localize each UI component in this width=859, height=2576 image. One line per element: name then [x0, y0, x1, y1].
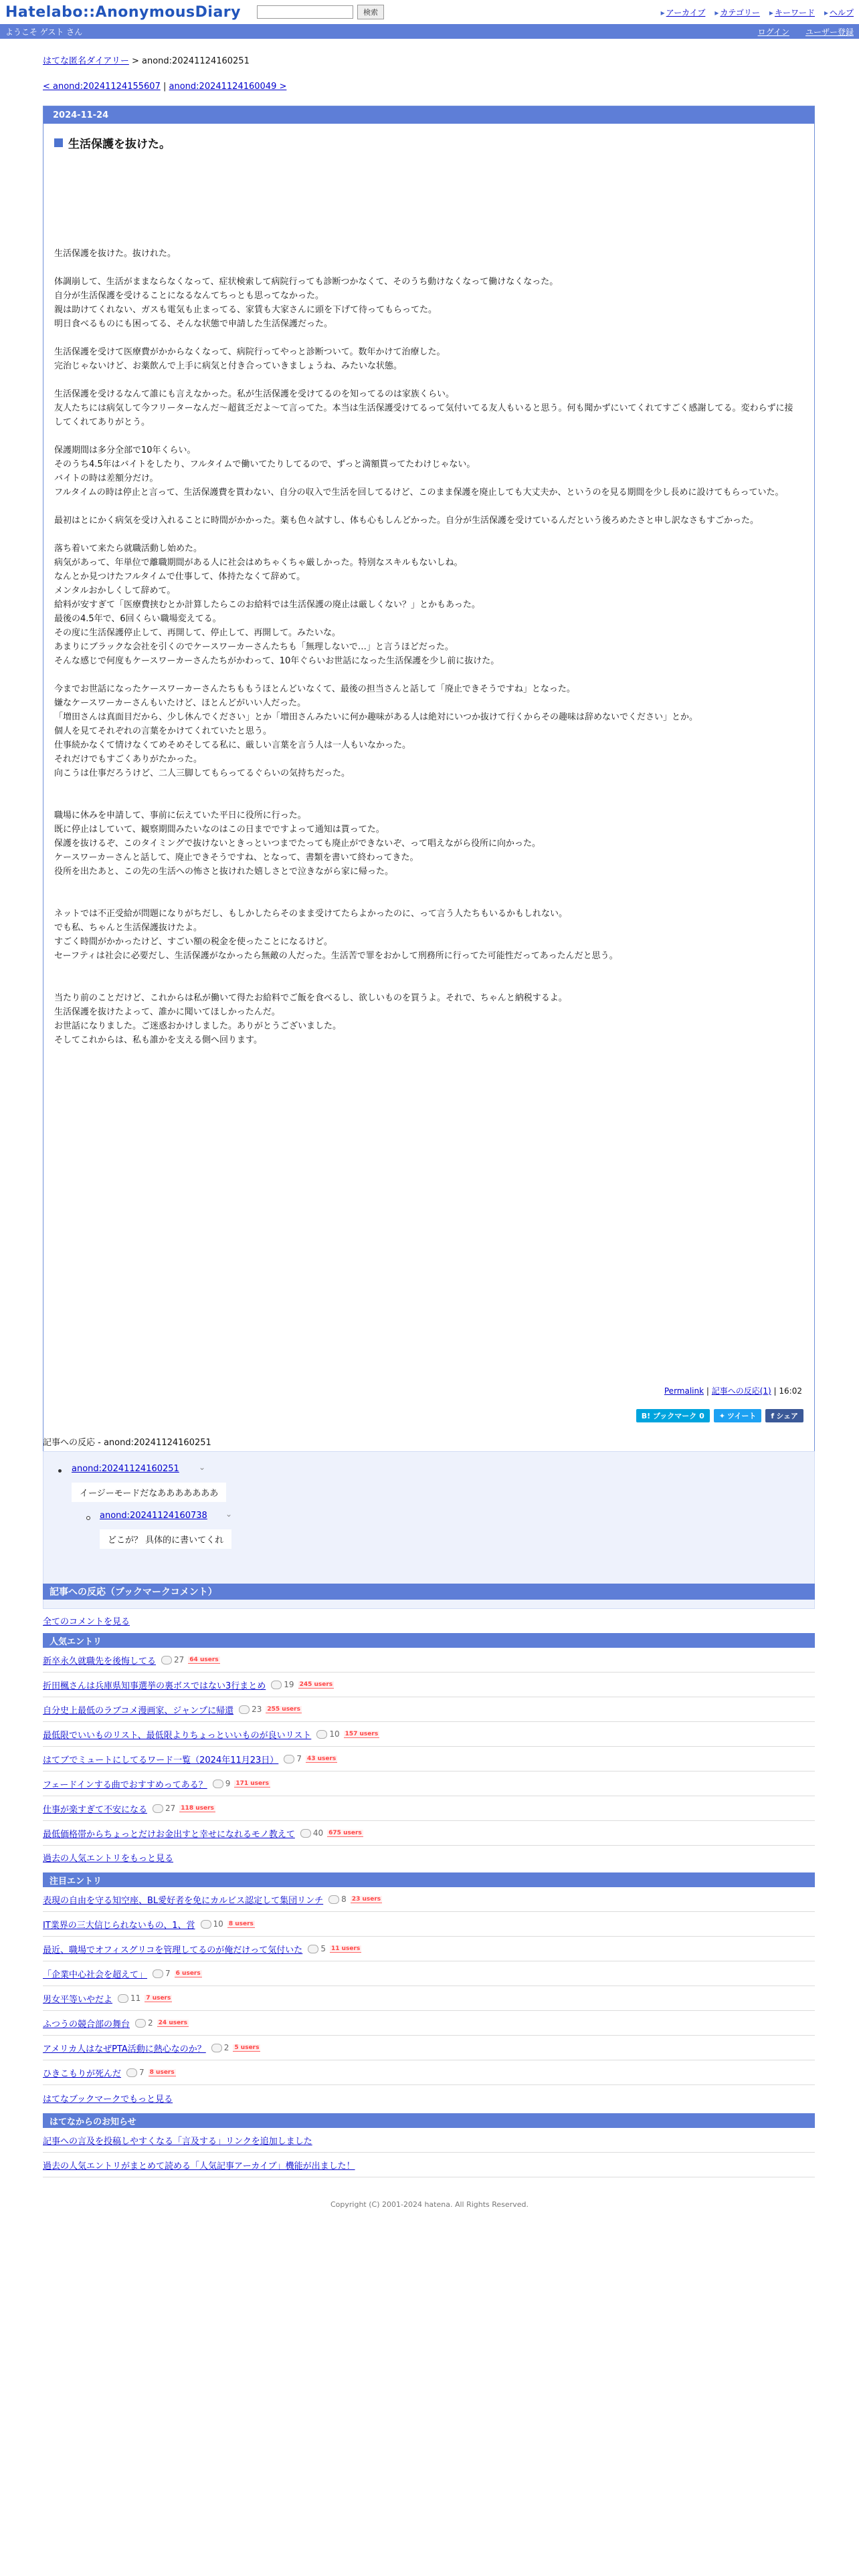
news-link[interactable]: 記事への言及を投稿しやすくなる「言及する」リンクを追加しました	[43, 2136, 312, 2147]
popular-entry-link[interactable]: 折田楓さんは兵庫県知事選挙の裏ボスではない3行まとめ	[43, 1681, 266, 1691]
comment-count-value: 40	[312, 1828, 324, 1838]
comment-bubble-icon	[161, 1656, 172, 1665]
entry-body-line	[54, 893, 797, 907]
share-buttons	[636, 1409, 803, 1422]
news-link[interactable]: 過去の人気エントリがまとめて読める「人気記事アーカイブ」機能が出ました！	[43, 2161, 355, 2171]
search-input[interactable]	[257, 5, 353, 19]
entry-body-line: そのうち4.5年はバイトをしたり、フルタイムで働いてたりしてるので、ずっと満額貰ってたわけじゃない。	[54, 459, 476, 469]
entry-title-text: 生活保護を抜けた。	[68, 138, 171, 151]
entry-navigation	[43, 82, 286, 92]
comment-bubble-icon	[153, 1969, 163, 1978]
comment-count[interactable]	[211, 2043, 229, 2052]
entry-body-line: 病気があって、年単位で離職期間がある人に社会はめちゃくちゃ厳しかった。特別なスキルもないしね。	[54, 558, 463, 568]
all-comments-link[interactable]: 全てのコメントを見る	[43, 1617, 130, 1627]
breadcrumb-current: anond:20241124160251	[142, 56, 250, 66]
search-button[interactable]: 検索	[357, 5, 384, 19]
comment-count-value: 27	[165, 1804, 176, 1813]
bookmark-users-badge[interactable]: 24 users	[158, 2019, 187, 2026]
comment-count[interactable]	[284, 1754, 302, 1763]
popular-entry-row	[43, 1648, 815, 1673]
featured-entry-row	[43, 2011, 815, 2036]
comment-count-value: 8	[341, 1895, 347, 1904]
comment-count-value: 7	[296, 1754, 302, 1763]
popular-entry-link[interactable]: 新卒永久就職先を後悔してる	[43, 1656, 157, 1667]
news-item	[43, 2153, 815, 2177]
entry-time: 16:02	[779, 1386, 802, 1396]
register-link[interactable]: ユーザー登録	[805, 27, 854, 37]
comment-count[interactable]	[153, 1969, 171, 1978]
bookmark-users-badge[interactable]: 675 users	[328, 1829, 362, 1836]
comment-count-value: 11	[130, 1994, 141, 2003]
bookmark-users-badge[interactable]: 43 users	[306, 1755, 337, 1762]
entry-body-line	[54, 500, 797, 514]
comment-count[interactable]	[135, 2018, 153, 2028]
breadcrumb-home[interactable]: はてな匿名ダイアリー	[43, 56, 129, 66]
permalink-link[interactable]: Permalink	[664, 1386, 704, 1396]
bookmark-users-badge[interactable]: 7 users	[146, 1994, 171, 2002]
reaction-expand-icon[interactable]: ⌄	[225, 1509, 233, 1519]
popular-entry-row	[43, 1796, 815, 1821]
bookmark-users-badge[interactable]: 23 users	[351, 1895, 381, 1903]
entry-body-line	[54, 373, 797, 387]
comment-count[interactable]	[271, 1680, 294, 1689]
popular-entry-link[interactable]: 最低価格帯からちょっとだけお金出すと幸せになれるモノ教えて	[43, 1829, 295, 1840]
entry-body-line: なんとか見つけたフルタイムで仕事して、体持たなくて辞めて。	[54, 572, 306, 582]
popular-entry-link[interactable]: はてブでミュートにしてるワード一覧（2024年11月23日）	[43, 1755, 279, 1765]
bookmark-users-badge[interactable]: 118 users	[181, 1804, 214, 1812]
comment-count[interactable]	[328, 1895, 347, 1904]
news-header: はてなからのお知らせ	[43, 2113, 815, 2128]
comment-count-value: 2	[148, 2018, 153, 2028]
entry-body-line: 完治じゃないけど、お薬飲んで上手に病気と付き合っていきましょうね、みたいな状態。	[54, 361, 403, 371]
comment-bubble-icon	[239, 1705, 250, 1714]
entry-body-line: 向こうは仕事だろうけど、二人三脚してもらってるぐらいの気持ちだった。	[54, 768, 351, 778]
featured-entry-link[interactable]: 表現の自由を守る知空座、BL愛好者を免にカルビス認定して集団リンチ	[43, 1895, 324, 1906]
news-item	[43, 2128, 815, 2153]
comment-count-value: 2	[223, 2043, 229, 2052]
featured-entry-row	[43, 2036, 815, 2060]
entry-body	[54, 247, 797, 1047]
entry-body-line	[54, 528, 797, 542]
popular-more-link[interactable]: 過去の人気エントリをもっと見る	[43, 1854, 174, 1864]
entry-body-line: すごく時間がかかったけど、すごい額の税金を使ったことになるけど。	[54, 937, 333, 947]
welcome-bar	[0, 24, 859, 39]
entry-body-line: 親は助けてくれない、ガスも電気も止まってる、家賃も大家さんに頭を下げて待ってもらってた。	[54, 305, 438, 315]
reaction-bullet	[86, 1516, 90, 1520]
comment-count-value: 10	[329, 1729, 340, 1739]
featured-entry-link[interactable]: ふつうの競合部の舞台	[43, 2019, 130, 2030]
popular-entry-row	[43, 1673, 815, 1697]
featured-entry-link[interactable]: IT業界の三大信じられないもの、1、営	[43, 1920, 195, 1931]
comment-bubble-icon	[316, 1730, 327, 1739]
comment-bubble-icon	[328, 1895, 339, 1904]
entry-body-line	[54, 879, 797, 893]
entry-body-line: 生活保護を抜けたよって、誰かに聞いてほしかったんだ。	[54, 1007, 280, 1017]
keyword-link[interactable]: ▸ キーワード	[769, 7, 815, 18]
comment-count[interactable]	[316, 1729, 339, 1739]
comment-count-value: 27	[174, 1655, 185, 1665]
comment-count[interactable]	[126, 2068, 145, 2077]
entry-body-line: それだけでもすごくありがたかった。	[54, 754, 203, 764]
popular-entry-row	[43, 1722, 815, 1747]
entry-body-line: 職場に休みを申請して、事前に伝えていた平日に役所に行った。	[54, 811, 306, 821]
comment-count-value: 10	[213, 1919, 223, 1929]
tweet-button[interactable]	[714, 1409, 762, 1422]
entry-body-line: ネットでは不正受給が問題になりがちだし、もしかしたらそのまま受けてたらよかったのに、って言う人たちもいるかもしれない。	[54, 909, 568, 919]
featured-entry-link[interactable]: ひきこもりが死んだ	[43, 2068, 122, 2079]
bookmark-users-badge[interactable]: 8 users	[228, 1920, 254, 1927]
entry-body-line	[54, 963, 797, 977]
comment-bubble-icon	[213, 1780, 223, 1788]
entry-body-line	[54, 331, 797, 345]
archive-link[interactable]: ▸ アーカイブ	[661, 7, 706, 18]
comment-bubble-icon	[126, 2068, 137, 2077]
copyright: Copyright (C) 2001-2024 hatena. All Rights Reserved.	[330, 2200, 529, 2209]
entry-body-line: 落ち着いて来たら就職活動し始めた。	[54, 544, 203, 554]
bookmark-users-badge[interactable]: 8 users	[149, 2068, 175, 2076]
breadcrumb	[43, 53, 250, 66]
comment-bubble-icon	[135, 2019, 146, 2028]
entry-body-line: 生活保護を受けるなんて誰にも言えなかった。私が生活保護を受けてるのを知ってるのは家族くらい。	[54, 389, 455, 399]
entry-body-line: お世話になりました。ご迷惑おかけしました。ありがとうございました。	[54, 1021, 342, 1031]
featured-entry-link[interactable]: 「企業中心社会を超えて」	[43, 1969, 148, 1980]
comment-bubble-icon	[271, 1681, 282, 1689]
prev-entry-link[interactable]: < anond:20241124155607	[43, 82, 161, 92]
breadcrumb-separator: >	[128, 56, 142, 66]
entry-box	[43, 106, 815, 1454]
comment-count-value: 19	[284, 1680, 294, 1689]
next-entry-link[interactable]: anond:20241124160049 >	[169, 82, 287, 92]
comment-count-value: 23	[252, 1705, 262, 1714]
reaction-expand-icon[interactable]: ⌄	[199, 1463, 206, 1472]
entry-body-line: 保護期間は多分全部で10年くらい。	[54, 445, 196, 455]
entry-body-line: 最後の4.5年で、6回くらい職場変えてる。	[54, 614, 221, 624]
reaction-quote: どこが？ 具体的に書いてくれ	[100, 1529, 231, 1549]
nav-separator: |	[160, 82, 169, 92]
entry-body-line: その度に生活保護停止して、再開して、停止して、再開して。みたいな。	[54, 628, 341, 638]
comment-count[interactable]	[239, 1705, 262, 1714]
entry-body-line: 個人を見てそれぞれの言葉をかけてくれていたと思う。	[54, 726, 272, 736]
bookmark-users-badge[interactable]: 157 users	[345, 1730, 379, 1737]
comment-count-value: 7	[139, 2068, 145, 2077]
reaction-link[interactable]: anond:20241124160738	[100, 1511, 207, 1521]
entry-body-line: 体調崩して、生活がままならなくなって、症状検索して病院行っても診断つかなくて、そのうち動けなくなって働けなくなった。	[54, 277, 559, 287]
category-link[interactable]: ▸ カテゴリー	[714, 7, 760, 18]
popular-entry-row	[43, 1697, 815, 1722]
featured-entry-row	[43, 2060, 815, 2085]
featured-entry-row	[43, 1887, 815, 1912]
top-bar	[0, 0, 859, 24]
comment-bubble-icon	[300, 1829, 311, 1838]
comment-count[interactable]	[153, 1804, 175, 1813]
reaction-bullet	[58, 1469, 62, 1473]
entry-body-line: 役所を出たあと、この先の生活への怖さと抜けれた嬉しさとで泣きながら家に帰った。	[54, 867, 394, 877]
bookmark-users-badge[interactable]: 11 users	[330, 1945, 361, 1952]
facebook-icon: f	[771, 1411, 775, 1420]
entry-body-line: 保護を抜けるぞ、このタイミングで抜けないときっといつまでたっても廃止ができないぞ、って唱えながら役所に向かった。	[54, 839, 541, 849]
login-link[interactable]: ログイン	[757, 27, 789, 37]
featured-more-link[interactable]: はてなブックマークでもっと見る	[43, 2095, 173, 2105]
bookmark-users-badge[interactable]: 6 users	[175, 1969, 201, 1977]
popular-entry-row	[43, 1747, 815, 1772]
reaction-quote: イージーモードだなあああああああ	[72, 1483, 226, 1502]
comment-bubble-icon	[201, 1920, 211, 1929]
popular-entry-link[interactable]: 最低限でいいものリスト、最低限よりちょっといいものが良いリスト	[43, 1730, 312, 1741]
popular-entry-row	[43, 1821, 815, 1846]
bookmark-users-badge[interactable]: 5 users	[234, 2044, 260, 2051]
comment-bubble-icon	[211, 2044, 222, 2052]
entry-body-line: そしてこれからは、私も誰かを支える側へ回ります。	[54, 1035, 262, 1045]
bookmark-users-badge[interactable]: 245 users	[299, 1681, 333, 1688]
entry-body-line: バイトの時は差額分だけ。	[54, 473, 159, 484]
entry-body-line	[54, 977, 797, 991]
entry-body-line: 給料が安すぎて「医療費挟むとか計算したらこのお給料では生活保護の廃止は厳しくない？」とかもあった。	[54, 600, 480, 610]
reaction-link[interactable]: anond:20241124160251	[72, 1464, 179, 1474]
comment-count[interactable]	[161, 1655, 184, 1665]
entry-body-line: 当たり前のことだけど、これからは私が働いて得たお給料でご飯を食べるし、欲しいものを買うよ。それで、ちゃんと納税するよ。	[54, 993, 567, 1003]
comment-bubble-icon	[284, 1755, 294, 1763]
popular-entry-row	[43, 1772, 815, 1796]
entry-body-line: 生活保護を受けて医療費がかからなくなって、病院行ってやっと診断ついて。数年かけて治療した。	[54, 347, 446, 357]
reactions-title: 記事への反応 - anond:20241124160251	[43, 1438, 211, 1448]
entry-body-line: ケースワーカーさんと話して、廃止できそうですね、となって、書類を書いて終わってきた。	[54, 853, 419, 863]
entry-body-line: 友人たちには病気して今フリーターなんだ〜超貧乏だよ〜て言ってた。本当は生活保護受けてるって気付いてる友人もいると思う。何も聞かずにいてくれてすごく感謝してる。変わらずに接してくれてありがとう。	[54, 403, 793, 427]
entry-body-line: あまりにブラックな会社を引くのでケースワーカーさんたちも「無理しないで…」と言うほどだった。	[54, 642, 454, 652]
featured-entries-header: 注目エントリ	[43, 1872, 815, 1887]
featured-entry-row	[43, 1912, 815, 1937]
entry-title[interactable]	[54, 134, 171, 151]
entry-body-line	[54, 261, 797, 275]
entry-body-line	[54, 429, 797, 443]
entry-body-line: メンタルおかしくして辞めて。	[54, 586, 176, 596]
comment-bubble-icon	[118, 1994, 128, 2003]
popular-entries-header: 人気エントリ	[43, 1633, 815, 1648]
entry-body-line: そんな感じで何度もケースワーカーさんたちがかわって、10年ぐらいお世話になった生活保護を少し前に抜けた。	[54, 656, 500, 666]
entry-body-line: セーフティは社会に必要だし、生活保護がなかったら無敵の人だった。生活苦で罪をおかして刑務所に行ってた可能性だってあったんだと思う。	[54, 951, 618, 961]
entry-body-line: 自分が生活保護を受けることになるなんてちっとも思ってなかった。	[54, 291, 324, 301]
comment-count[interactable]	[308, 1944, 326, 1953]
entry-body-line: 「増田さんは真面目だから、少し休んでください」とか「増田さんみたいに何か趣味がある人は絶対にいつか抜けて行くからその趣味は辞めないでください」とか。	[54, 712, 698, 722]
title-square-icon	[54, 138, 63, 147]
hatena-bookmark-button[interactable]: B! ブックマーク 0	[636, 1409, 710, 1422]
top-links	[661, 7, 854, 18]
bookmark-users-badge[interactable]: 64 users	[189, 1656, 219, 1663]
featured-entry-link[interactable]: アメリカ人はなぜPTA活動に熱心なのか？	[43, 2044, 206, 2054]
tweet-label: ツイート	[727, 1412, 757, 1420]
featured-entry-row	[43, 1986, 815, 2011]
site-logo[interactable]: Hatelabo::AnonymousDiary	[5, 3, 241, 21]
entry-body-line: でも私、ちゃんと生活保護抜けたよ。	[54, 923, 203, 933]
entry-body-line	[54, 794, 797, 809]
help-link[interactable]: ▸ ヘルプ	[824, 7, 854, 18]
bookmark-users-badge[interactable]: 255 users	[267, 1705, 300, 1713]
entry-body-line	[54, 668, 797, 682]
entry-body-line: フルタイムの時は停止と言って、生活保護費を貰わない、自分の収入で生活を回してるけど、このまま保護を廃止しても大丈夫か、というのを見る期間を少し長めに設けてもらっていた。	[54, 488, 784, 498]
entry-body-line: 既に停止はしていて、観察期間みたいなのはこの日までですよって通知は貰ってた。	[54, 825, 385, 835]
comment-count[interactable]	[300, 1828, 323, 1838]
comment-bubble-icon	[153, 1804, 163, 1813]
comment-bubble-icon	[308, 1945, 318, 1953]
comment-count[interactable]	[118, 1994, 140, 2003]
popular-entry-link[interactable]: 自分史上最低のラブコメ漫画家、ジャンプに帰還	[43, 1705, 234, 1716]
comment-count[interactable]	[201, 1919, 223, 1929]
featured-entry-link[interactable]: 男女平等いやだよ	[43, 1994, 113, 2005]
entry-body-line: 明日食べるものにも困ってる、そんな状態で申請した生活保護だった。	[54, 319, 333, 329]
comment-count-value: 9	[225, 1779, 231, 1788]
featured-entry-row	[43, 1961, 815, 1986]
comment-count-value: 7	[165, 1969, 171, 1978]
comment-count-value: 5	[320, 1944, 326, 1953]
reactions-count-link[interactable]: 記事への反応(1)	[711, 1386, 771, 1396]
entry-date: 2024-11-24	[43, 106, 814, 124]
welcome-text: ようこそ ゲスト さん	[5, 27, 83, 37]
comment-count[interactable]	[213, 1779, 231, 1788]
featured-entry-row	[43, 1937, 815, 1961]
entry-body-line	[54, 780, 797, 794]
facebook-share-button[interactable]	[765, 1409, 803, 1422]
bird-icon: ✦	[719, 1411, 725, 1420]
entry-body-line: 嫌なケースワーカーさんもいたけど、ほとんどがいい人だった。	[54, 698, 306, 708]
entry-footer: Permalink | 記事への反応(1) | 16:02	[664, 1386, 802, 1396]
facebook-label: シェア	[776, 1412, 798, 1420]
entry-body-line: 今までお世話になったケースワーカーさんたちももうほとんどいなくて、最後の担当さんと話して「廃止できそうですね」となった。	[54, 684, 575, 694]
bookmark-users-badge[interactable]: 171 users	[235, 1780, 269, 1787]
popular-entry-link[interactable]: フェードインする曲でおすすめってある？	[43, 1780, 207, 1790]
entry-body-line: 仕事続かなくて情けなくてめそめそしてる私に、厳しい言葉を言う人は一人もいなかった。	[54, 740, 411, 750]
entry-body-line: 最初はとにかく病気を受け入れることに時間がかかった。薬も色々試すし、体も心もしんどかった。自分が生活保護を受けているんだという後ろめたさと申し訳なさもすごかった。	[54, 516, 759, 526]
bookmark-comments-header: 記事への反応（ブックマークコメント）	[43, 1584, 815, 1600]
entry-body-line: 生活保護を抜けた。抜けれた。	[54, 249, 177, 259]
popular-entry-link[interactable]: 仕事が楽すぎて不安になる	[43, 1804, 148, 1815]
featured-entry-link[interactable]: 最近、職場でオフィスグリコを管理してるのが俺だけって気付いた	[43, 1945, 303, 1955]
